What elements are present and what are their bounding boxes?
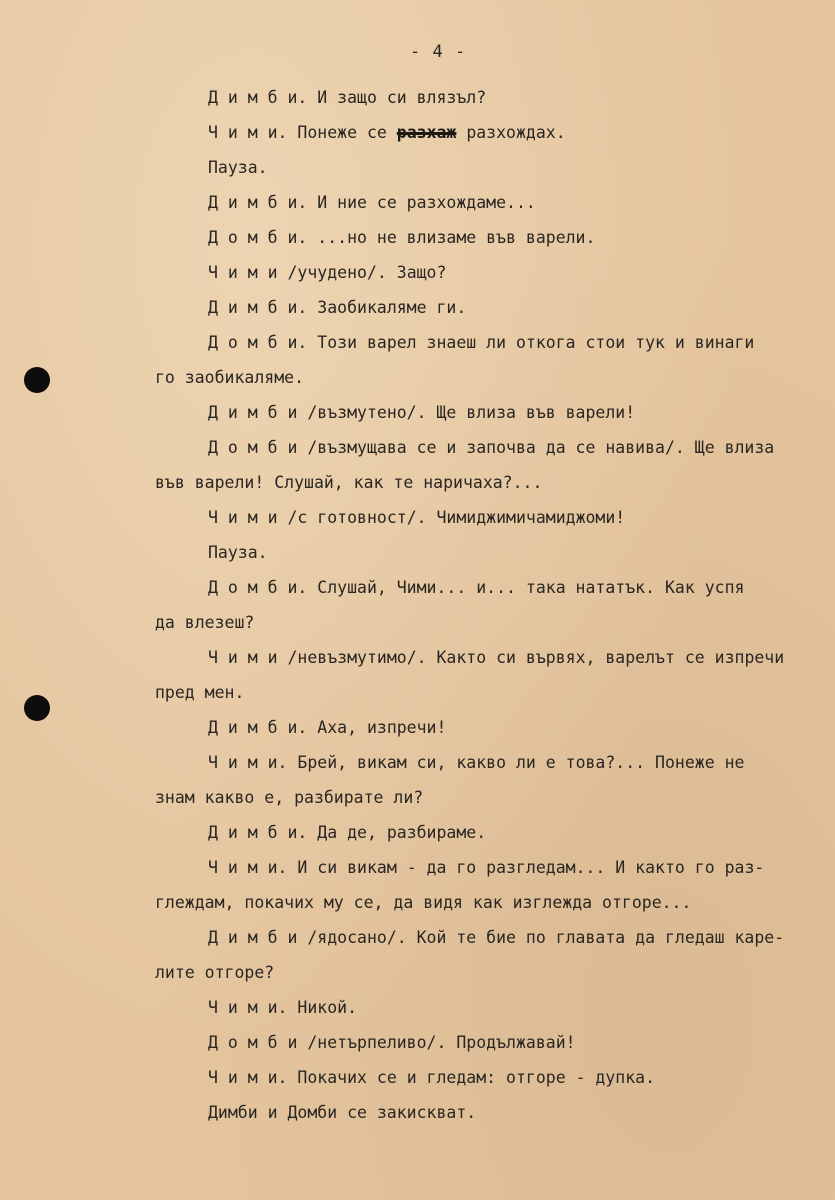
- line-text: И защо си влязъл?: [317, 88, 487, 107]
- speaker-name: Ч и м и.: [208, 998, 288, 1017]
- script-line: [208, 823, 486, 843]
- page-number: - 4 -: [410, 42, 467, 62]
- script-line-continuation: [155, 683, 244, 703]
- speaker-name: Д о м б и.: [208, 228, 308, 247]
- script-line: [208, 718, 446, 738]
- speaker-name: Д о м б и.: [208, 578, 308, 597]
- line-text: във варели! Слушай, как те наричаха?...: [155, 473, 543, 492]
- speaker-name: Д и м б и.: [208, 88, 308, 107]
- line-text: Димби и Домби се закискват.: [208, 1103, 477, 1122]
- script-line: [208, 578, 744, 598]
- line-text: /невъзмутимо/. Както си вървях, варелът се изпречи: [287, 648, 785, 667]
- script-line: [208, 648, 784, 668]
- line-text: /възмущава се и започва да се навива/. Ще влиза: [307, 438, 775, 457]
- script-line-continuation: [155, 788, 423, 808]
- line-text: Брей, викам си, какво ли е това?... Понеже не: [297, 753, 745, 772]
- speaker-name: Ч и м и.: [208, 1068, 288, 1087]
- line-text: лите отгоре?: [155, 963, 275, 982]
- script-line: [208, 1068, 655, 1088]
- speaker-name: Ч и м и.: [208, 123, 288, 142]
- speaker-name: Ч и м и: [208, 648, 278, 667]
- speaker-name: Д и м б и: [208, 928, 298, 947]
- line-text: /учудено/. Защо?: [287, 263, 447, 282]
- script-line: [208, 298, 466, 318]
- line-text: Да де, разбираме.: [317, 823, 487, 842]
- line-text: Аха, изпречи!: [317, 718, 447, 737]
- speaker-name: Ч и м и: [208, 508, 278, 527]
- line-text: Заобикаляме ги.: [317, 298, 467, 317]
- struck-out-word: разхаж: [396, 123, 457, 142]
- line-text: Пауза.: [208, 543, 268, 562]
- punch-hole-top: [24, 367, 50, 393]
- speaker-name: Д о м б и.: [208, 333, 308, 352]
- line-text: Никой.: [297, 998, 358, 1017]
- script-line: [208, 403, 635, 423]
- line-text: ...но не влизаме във варели.: [317, 228, 596, 247]
- line-text: Понеже се: [297, 123, 387, 142]
- speaker-name: Д и м б и: [208, 403, 298, 422]
- line-text: знам какво е, разбирате ли?: [155, 788, 424, 807]
- line-text: го заобикаляме.: [155, 368, 305, 387]
- speaker-name: Д и м б и.: [208, 718, 308, 737]
- line-text: глеждам, покачих му се, да видя как изглежда отгоре...: [155, 893, 692, 912]
- script-line-continuation: [155, 368, 304, 388]
- script-line: [208, 858, 764, 878]
- speaker-name: Ч и м и.: [208, 753, 288, 772]
- stage-direction: [208, 1103, 476, 1123]
- line-text: Този варел знаеш ли откога стои тук и винаги: [317, 333, 755, 352]
- stage-direction: [208, 543, 268, 563]
- line-text: да влезеш?: [155, 613, 255, 632]
- script-line: [208, 123, 566, 143]
- line-text: И ние се разхождаме...: [317, 193, 536, 212]
- speaker-name: Д о м б и: [208, 438, 298, 457]
- script-line: [208, 998, 357, 1018]
- script-line: [208, 228, 595, 248]
- speaker-name: Ч и м и.: [208, 858, 288, 877]
- line-text: Пауза.: [208, 158, 268, 177]
- script-line-continuation: [155, 473, 542, 493]
- script-line: [208, 88, 486, 108]
- line-text: /нетърпеливо/. Продължавай!: [307, 1033, 576, 1052]
- script-line: [208, 508, 625, 528]
- script-line: [208, 193, 536, 213]
- punch-hole-bottom: [24, 695, 50, 721]
- speaker-name: Д о м б и: [208, 1033, 298, 1052]
- speaker-name: Д и м б и.: [208, 298, 308, 317]
- script-line-continuation: [155, 963, 274, 983]
- line-text: разхождах.: [466, 123, 566, 142]
- speaker-name: Ч и м и: [208, 263, 278, 282]
- script-line: [208, 438, 774, 458]
- stage-direction: [208, 158, 268, 178]
- script-line: [208, 1033, 576, 1053]
- script-line: [208, 753, 744, 773]
- speaker-name: Д и м б и.: [208, 823, 308, 842]
- line-text: пред мен.: [155, 683, 245, 702]
- line-text: /възмутено/. Ще влиза във варели!: [307, 403, 636, 422]
- line-text: /ядосано/. Кой те бие по главата да гледаш каре-: [307, 928, 785, 947]
- line-text: Слушай, Чими... и... така нататък. Как успя: [317, 578, 745, 597]
- line-text: /с готовност/. Чимиджимичамиджоми!: [287, 508, 626, 527]
- speaker-name: Д и м б и.: [208, 193, 308, 212]
- line-text: Покачих се и гледам: отгоре - дупка.: [297, 1068, 656, 1087]
- script-line-continuation: [155, 893, 691, 913]
- script-line: [208, 333, 754, 353]
- script-line-continuation: [155, 613, 254, 633]
- script-line: [208, 928, 784, 948]
- script-line: [208, 263, 446, 283]
- line-text: И си викам - да го разгледам... И както го раз-: [297, 858, 765, 877]
